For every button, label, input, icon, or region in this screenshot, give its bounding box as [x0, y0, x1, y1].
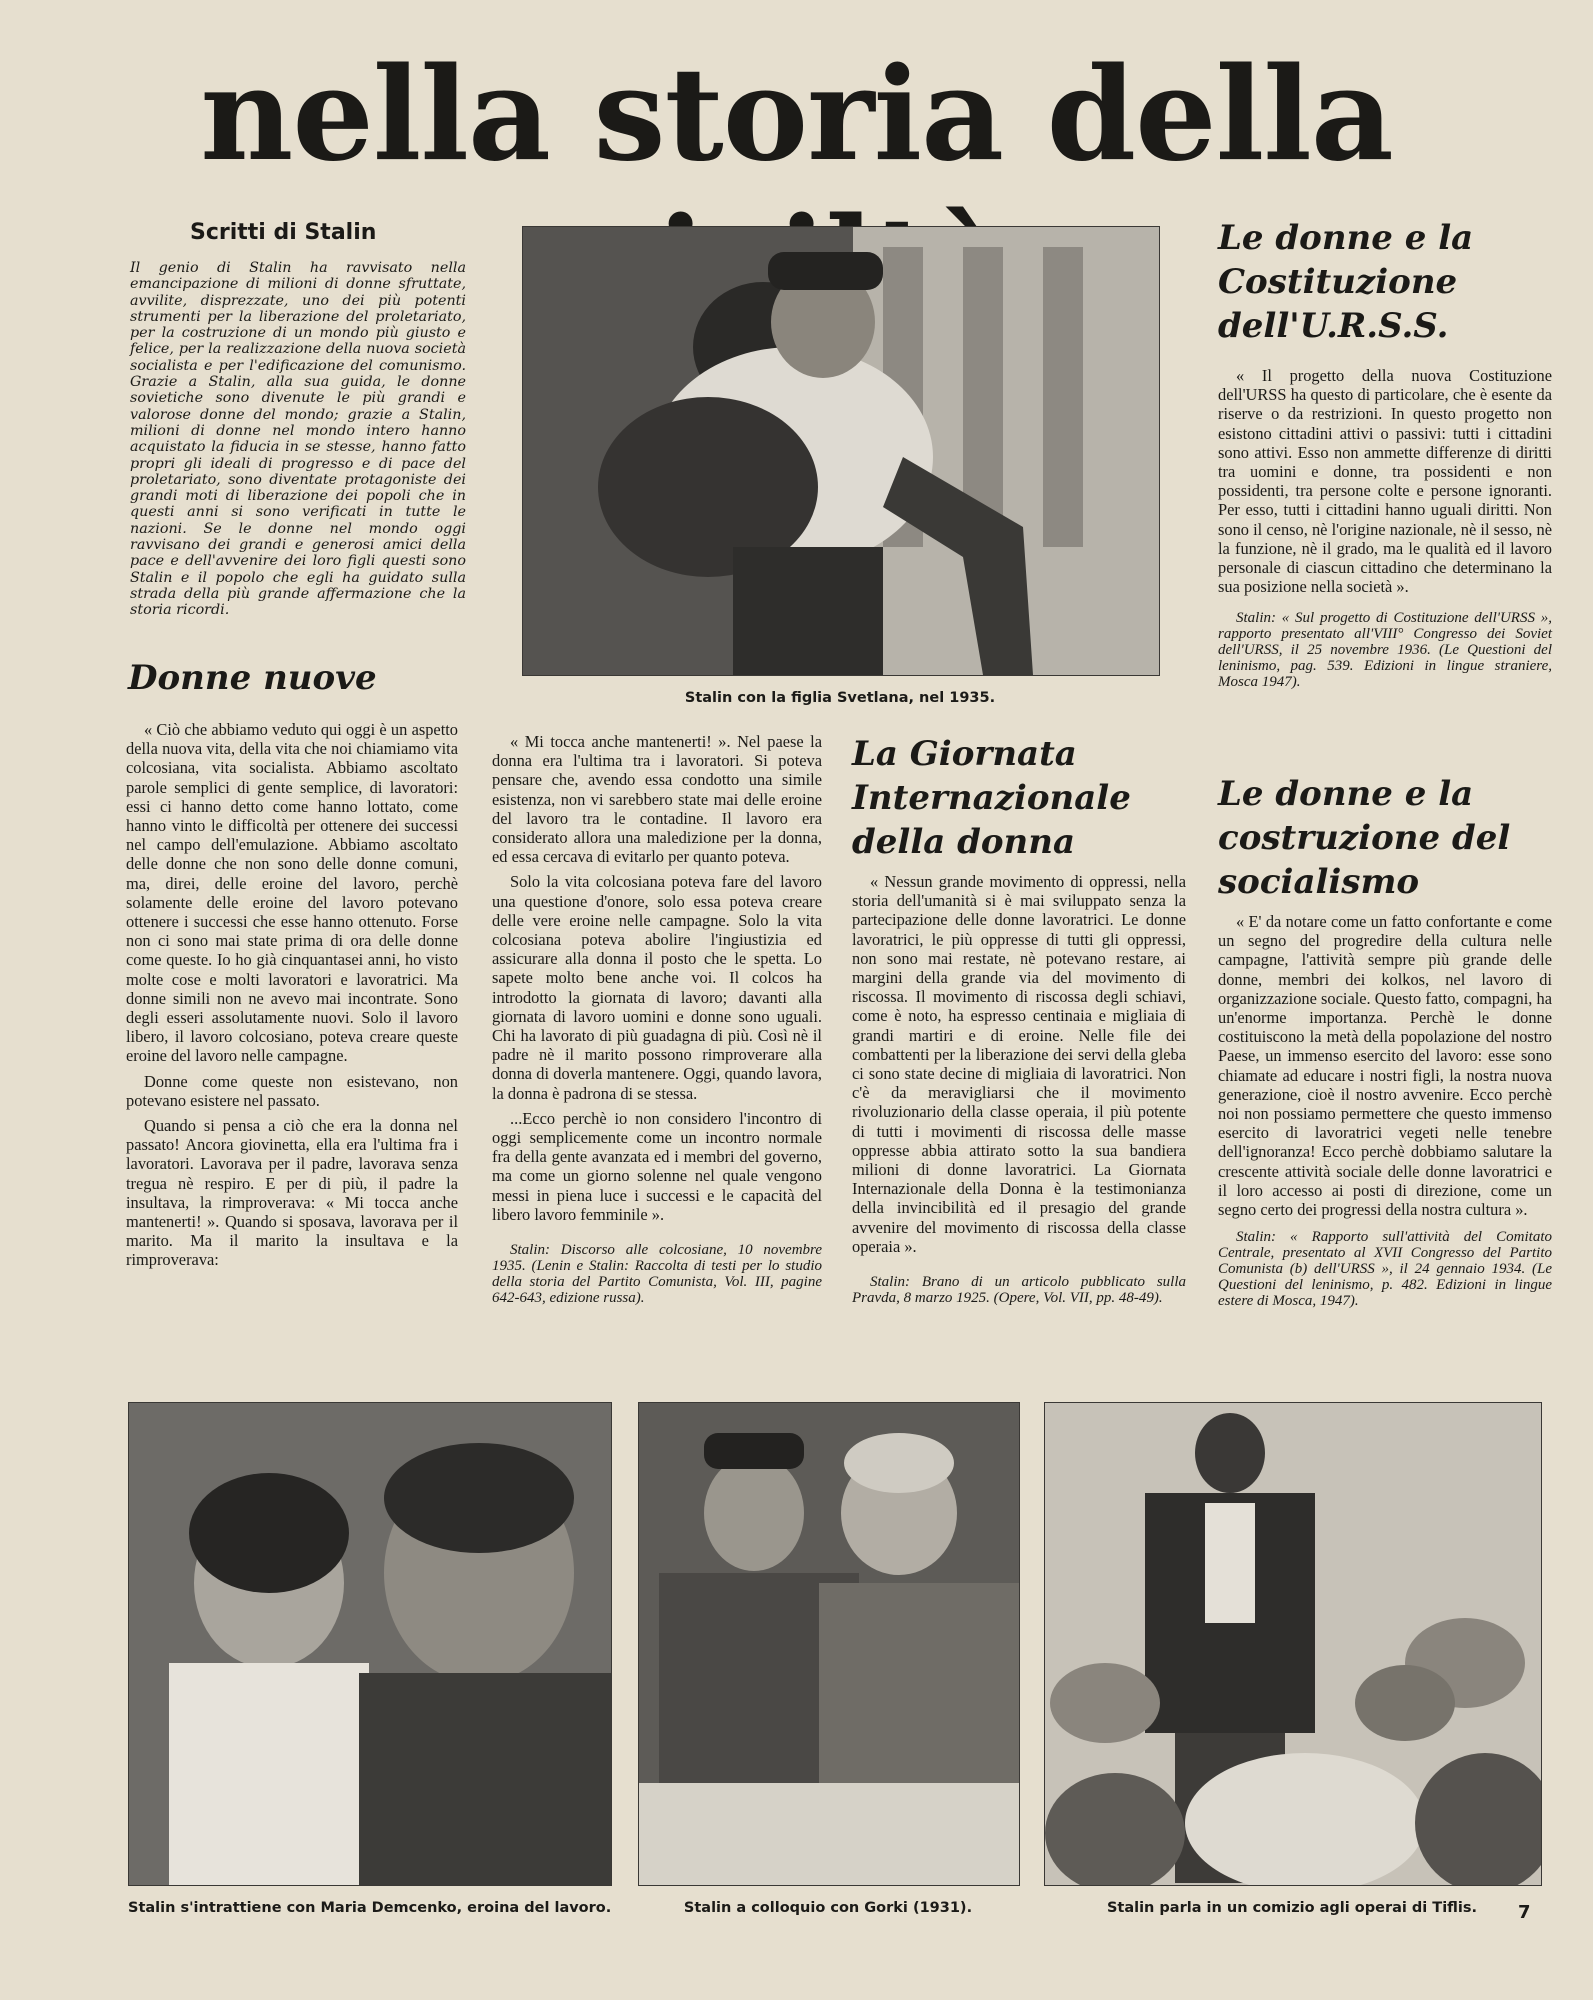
donne-nuove-source: Stalin: Discorso alle colcosiane, 10 novembre 1935. (Lenin e Stalin: Raccolta di testi per lo studio della storia del Partito Comunista, Vol. III, pagine 642-643, edizione russa).	[492, 1242, 822, 1307]
costituzione-title: Le donne e la Costituzione dell'U.R.S.S.	[1218, 218, 1474, 346]
costituzione-column	[1218, 366, 1552, 690]
top-photo-caption: Stalin con la figlia Svetlana, nel 1935.	[684, 690, 996, 706]
donne-nuove-paragraph: Quando si pensa a ciò che era la donna nel passato! Ancora giovinetta, ella era l'ultima fra i lavoratori. Lavorava per il padre, lavorava senza tregua nè respiro. E per di più, il padre la insultava, la rimproverava: « Mi tocca anche mantenerti! ». Quando si sposava, lavorava per il marito. Ma il marito la insultava e la rimproverava:	[126, 1116, 458, 1270]
photo-comizio-tiflis	[1044, 1402, 1542, 1886]
photo-silhouette-icon	[523, 227, 1159, 675]
donne-nuove-paragraph: « Ciò che abbiamo veduto qui oggi è un aspetto della nuova vita, della vita che noi chiamiamo vita colcosiana, vita socialista. Abbiamo ascoltato parole semplici di gente semplice, di lavoratori: essi ci hanno detto come hanno lottato, come hanno vinto le difficoltà per ottenere dei successi nel campo dell'emulazione. Abbiamo ascoltato delle donne che non sono delle donne comuni, ma, direi, delle eroine del lavoro, perchè solamente delle eroine del lavoro potevano ottenere i successi che esse hanno ottenuto. Forse non ci sono mai state prima di ora delle donne come queste. Io ho già cinquantasei anni, ho visto molte cose e molti lavoratori e lavoratrici. Ma donne simili non ne avevo mai incontrate. Sono degli esseri assolutamente nuovi. Solo il lavoro libero, il lavoro colcosiano, poteva creare queste eroine del lavoro nelle campagne.	[126, 720, 458, 1066]
giornata-column	[852, 872, 1186, 1306]
bottom-photo-caption-3: Stalin parla in un comizio agli operai di Tiflis.	[1106, 1900, 1478, 1916]
giornata-paragraph: « Nessun grande movimento di oppressi, nella storia dell'umanità si è mai sviluppato senza la partecipazione delle donne lavoratrici. Le donne lavoratrici, le più oppresse di tutti gli oppressi, non sono mai restate, nè potevano restare, ai margini della grande via del movimento di riscossa. Il movimento di riscossa degli schiavi, come è noto, ha espresso centinaia e migliaia di grandi martiri e di eroine. Nelle file dei combattenti per la liberazione dei servi della gleba ci sono state decine di migliaia di lavoratrici. Non c'è da meravigliarsi che il movimento rivoluzionario della classe operaia, il più potente di tutti i movimenti di riscossa delle masse oppresse abbia attirato sotto la sua bandiera milioni di donne lavoratrici. La Giornata Internazionale della Donna è la testimonianza della invincibilità ed il presagio del grande avvenire del movimento di riscossa della classe operaia ».	[852, 872, 1186, 1256]
costituzione-source: Stalin: « Sul progetto di Costituzione dell'URSS », rapporto presentato all'VIII° Congresso dei Soviet dell'URSS, il 25 novembre 1936. (Le Questioni del leninismo, pag. 539. Edizioni in lingue straniere, Mosca 1947).	[1218, 610, 1552, 691]
socialismo-column	[1218, 912, 1552, 1309]
donne-nuove-paragraph: Donne come queste non esistevano, non potevano esistere nel passato.	[126, 1071, 458, 1110]
donne-nuove-column-1	[126, 720, 458, 1276]
photo-silhouette-icon	[129, 1403, 611, 1885]
socialismo-source: Stalin: « Rapporto sull'attività del Comitato Centrale, presentato al XVII Congresso del Partito Comunista (b) dell'URSS », il 24 gennaio 1934. (Le Questioni del leninismo, p. 482. Edizioni in lingue estere di Mosca, 1947).	[1218, 1229, 1552, 1310]
photo-stalin-gorki	[638, 1402, 1020, 1886]
giornata-source: Stalin: Brano di un articolo pubblicato sulla Pravda, 8 marzo 1925. (Opere, Vol. VII, pp. 48-49).	[852, 1274, 1186, 1307]
photo-silhouette-icon	[1045, 1403, 1541, 1885]
page-number: 7	[1518, 1902, 1531, 1923]
intro-text: Il genio di Stalin ha ravvisato nella emancipazione di milioni di donne sfruttate, avvilite, disprezzate, uno dei più potenti strumenti per la liberazione del proletariato, per la costruzione di un mondo più giusto e felice, per la realizzazione della nuova società socialista e per l'edificazione del comunismo. Grazie a Stalin, alla sua guida, le donne sovietiche sono divenute le più grandi e valorose donne del mondo; grazie a Stalin, milioni di donne nel mondo intero hanno acquistato la fiducia in se stesse, hanno fatto propri gli ideali di progresso e di pace del proletariato, sono diventate protagoniste dei grandi moti di liberazione dei popoli che in questi anni si sono verificati in tutte le nazioni. Se le donne nel mondo oggi ravvisano dei grandi e generosi amici della pace e dell'avvenire dei loro figli questi sono Stalin e il popolo che egli ha guidato sulla strada della più grande affermazione che la storia ricordi.	[130, 260, 466, 619]
donne-nuove-title: Donne nuove	[128, 658, 377, 698]
photo-stalin-svetlana	[522, 226, 1160, 676]
donne-nuove-paragraph: Solo la vita colcosiana poteva fare del lavoro una questione d'onore, solo essa poteva creare delle vere eroine nelle campagne. Solo la vita colcosiana poteva abolire l'ingiustizia ed assicurare alla donna il posto che le spetta. Lo sapete molto bene anche voi. Il colcos ha introdotto la giornata di lavoro; davanti alla giornata di lavoro uomini e donne sono uguali. Chi ha lavorato di più guadagna di più. Così nè il padre nè il marito possono rimproverare alla donna di doverla mantenere. Oggi, quando lavora, la donna è padrona di se stessa.	[492, 872, 822, 1103]
socialismo-title: Le donne e la costruzione del socialismo	[1218, 774, 1511, 902]
intro-title: Scritti di Stalin	[190, 220, 377, 245]
bottom-photo-caption-1: Stalin s'intrattiene con Maria Demcenko, eroina del lavoro.	[128, 1900, 612, 1916]
donne-nuove-paragraph: « Mi tocca anche mantenerti! ». Nel paese la donna era l'ultima tra i lavoratori. Si poteva pensare che, avendo essa condotto una simile esistenza, non vi sarebbero state mai delle eroine del lavoro tra le contadine. Il lavoro era considerato allora una maledizione per la donna, ed essa cercava di evitarlo per quanto poteva.	[492, 732, 822, 867]
bottom-photo-caption-2: Stalin a colloquio con Gorki (1931).	[683, 1900, 973, 1916]
costituzione-paragraph: « Il progetto della nuova Costituzione dell'URSS ha questo di particolare, che è esente da riserve o da restrizioni. In questo progetto non esistono cittadini attivi o passivi: tutti i cittadini sono attivi. Esso non ammette differenze di diritti tra uomini e donne, tra possidenti e non possidenti, tra persone colte e persone ignoranti. Per esso, tutti i cittadini hanno uguali diritti. Non sono il censo, nè l'origine nazionale, nè il sesso, nè la funzione, nè il grado, ma le qualità ed il lavoro personale di ciascun cittadino che determinano la sua posizione nella società ».	[1218, 366, 1552, 597]
page-headline: nella storia della	[200, 40, 1393, 190]
donne-nuove-column-2	[492, 732, 822, 1306]
socialismo-paragraph: « E' da notare come un fatto confortante e come un segno del progredire della cultura nelle campagne, l'attività sempre più grande delle donne, membri dei kolkos, nel lavoro di organizzazione sociale. Questo fatto, compagni, ha un'enorme importanza. Perchè le donne costituiscono la metà della popolazione del nostro Paese, un immenso esercito del lavoro: esse sono chiamate ad educare i nostri figli, la nostra nuova generazione, cioè il nostro avvenire. Ecco perchè noi non possiamo permettere che questo immenso esercito di lavoratrici vegeti nelle tenebre dell'ignoranza! Ecco perchè dobbiamo salutare la crescente attività sociale delle donne lavoratrici e il loro accesso ai posti di direzione, come un segno certo dei progressi della nostra cultura ».	[1218, 912, 1552, 1220]
donne-nuove-paragraph: ...Ecco perchè io non considero l'incontro di oggi semplicemente come un incontro normale fra della gente avanzata ed i membri del governo, ma come un giorno solenne nel quale vengono messi in piena luce i successi e le capacità del libero lavoro femminile ».	[492, 1108, 822, 1224]
giornata-title: La Giornata Internazionale della donna	[852, 734, 1131, 862]
photo-silhouette-icon	[639, 1403, 1019, 1885]
photo-maria-demcenko	[128, 1402, 612, 1886]
